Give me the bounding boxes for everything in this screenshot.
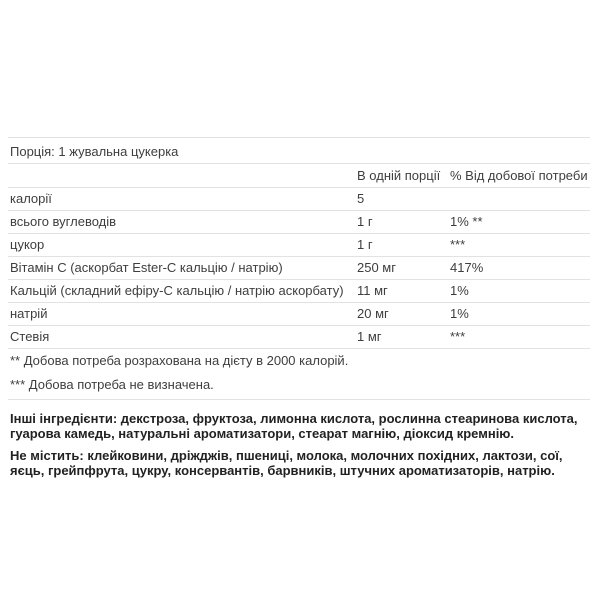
nutrient-dv: *** [450,329,466,344]
serving-size-row [8,137,590,163]
table-row-calories [8,187,590,210]
nutrition-facts-section [8,137,590,478]
nutrient-amount: 5 [357,191,365,206]
nutrient-dv: 417% [450,260,484,275]
does-not-contain-paragraph: Не містить: клейковини, дріжджів, пшениці, молока, молочних похідних, лактози, сої, яєць, грейпфрута, цукру, консервантів, барвників, штучних ароматизаторів, натрію. [10,448,563,478]
nutrient-label: Стевія [10,329,50,344]
header-daily-value: % Від добової потреби [450,168,588,183]
footnote-not-established: *** Добова потреба не визначена. [10,377,214,392]
other-ingredients-paragraph: Інші інгредієнти: декстроза, фруктоза, лимонна кислота, рослинна стеаринова кислота, гуарова камедь, натуральні ароматизатори, стеарат магнію, діоксид кремнію. [10,411,578,441]
nutrient-label: всього вуглеводів [10,214,117,229]
nutrient-amount: 1 г [357,237,373,252]
table-row-sodium [8,302,590,325]
nutrient-amount: 20 мг [357,306,389,321]
nutrient-label: натрій [10,306,48,321]
nutrient-label: Кальцій (складний ефіру-C кальцію / натрію аскорбату) [10,283,344,298]
table-row-stevia [8,325,590,348]
nutrient-label: калорії [10,191,52,206]
nutrient-dv: 1% ** [450,214,483,229]
nutrient-dv: 1% [450,283,469,298]
nutrient-amount: 250 мг [357,260,396,275]
nutrient-amount: 1 мг [357,329,382,344]
serving-size-text: Порція: 1 жувальна цукерка [10,144,179,159]
table-row-total-carbs [8,210,590,233]
table-row-vitamin-c [8,256,590,279]
footnote-daily-diet: ** Добова потреба розрахована на дієту в 2000 калорій. [10,353,349,368]
nutrient-label: цукор [10,237,45,252]
nutrient-label: Вітамін C (аскорбат Ester-C кальцію / натрію) [10,260,283,275]
table-footnotes [8,348,590,400]
table-row-sugar [8,233,590,256]
nutrient-dv: 1% [450,306,469,321]
nutrition-table [8,137,590,400]
header-amount: В одній порції [357,168,441,183]
table-row-calcium [8,279,590,302]
nutrient-amount: 11 мг [357,283,388,298]
table-header-row [8,163,590,187]
nutrient-amount: 1 г [357,214,373,229]
nutrient-dv: *** [450,237,466,252]
